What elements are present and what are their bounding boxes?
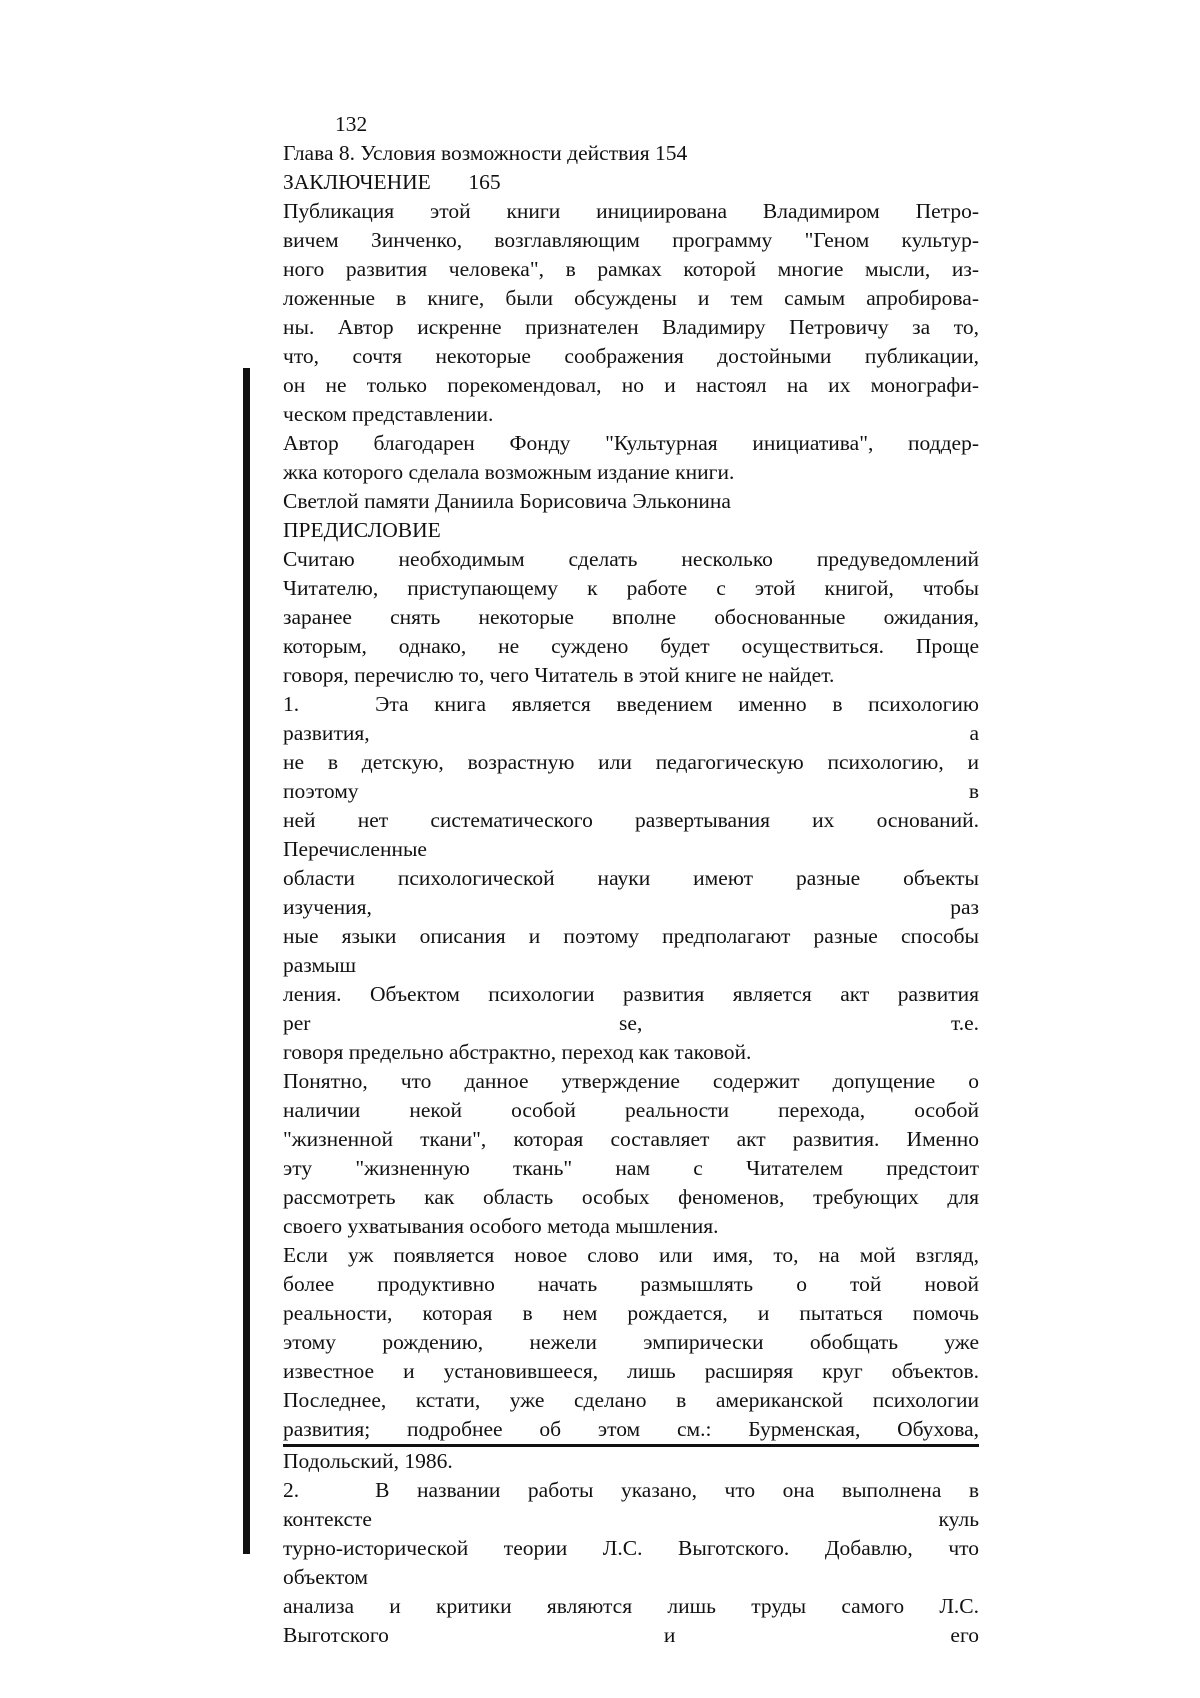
item1-word: т.е. xyxy=(951,1011,979,1035)
reality-line: рассмотреть как область особых феноменов, требующих для xyxy=(283,1183,979,1212)
item1-line: ней нет систематического развертывания их оснований. xyxy=(283,806,979,835)
item1-number: 1. xyxy=(283,692,299,716)
reality-line: эту "жизненную ткань" нам с Читателем предстоит xyxy=(283,1154,979,1183)
page-text xyxy=(283,110,979,1650)
item1-word: se, xyxy=(619,1011,642,1035)
item2-line: турно-исторической теории Л.С. Выготского. Добавлю, что xyxy=(283,1534,979,1563)
newword-line: более продуктивно начать размышлять о той новой xyxy=(283,1270,979,1299)
item1-word: развития, xyxy=(283,721,370,745)
newword-line: известное и установившееся, лишь расширяя круг объектов. xyxy=(283,1357,979,1386)
newword-line: Если уж появляется новое слово или имя, то, на мой взгляд, xyxy=(283,1241,979,1270)
item1-word: раз xyxy=(950,895,979,919)
item1-line: области психологической науки имеют разные объекты xyxy=(283,864,979,893)
item2-line: анализа и критики являются лишь труды самого Л.С. xyxy=(283,1592,979,1621)
intro-line: заранее снять некоторые вполне обоснованные ожидания, xyxy=(283,603,979,632)
fund-line: Автор благодарен Фонду "Культурная инициатива", поддер- xyxy=(283,429,979,458)
ack-line: Публикация этой книги инициирована Владимиром Петро- xyxy=(283,197,979,226)
item1-word: поэтому xyxy=(283,779,359,803)
item1-word: в xyxy=(969,779,979,803)
reality-line: Понятно, что данное утверждение содержит допущение о xyxy=(283,1067,979,1096)
item2-word: куль xyxy=(939,1507,979,1531)
ack-line: вичем Зинченко, возглавляющим программу "Геном культур- xyxy=(283,226,979,255)
newword-line: этому рождению, нежели эмпирически обобщать уже xyxy=(283,1328,979,1357)
item1-line: размыш xyxy=(283,951,979,980)
item1-line: ления. Объектом психологии развития является акт развития xyxy=(283,980,979,1009)
item2-line xyxy=(283,1621,979,1650)
item1-first-text: Эта книга является введением именно в психологию xyxy=(375,692,979,716)
item1-line xyxy=(283,719,979,748)
ack-line: ложенные в книге, были обсуждены и тем самым апробирова- xyxy=(283,284,979,313)
newword-last-line: Подольский, 1986. xyxy=(283,1447,979,1476)
ack-last-line: ческом представлении. xyxy=(283,400,979,429)
item1-line: не в детскую, возрастную или педагогическую психологию, и xyxy=(283,748,979,777)
item2-first-text: В названии работы указано, что она выполнена в xyxy=(375,1478,979,1502)
reality-line: "жизненной ткани", которая составляет акт развития. Именно xyxy=(283,1125,979,1154)
item1-line: ные языки описания и поэтому предполагают разные способы xyxy=(283,922,979,951)
document-page xyxy=(0,0,1200,1698)
item1-line xyxy=(283,777,979,806)
item1-word: а xyxy=(969,721,979,745)
item2-line xyxy=(283,1505,979,1534)
ack-line: что, сочтя некоторые соображения достойными публикации, xyxy=(283,342,979,371)
item2-word: контексте xyxy=(283,1507,372,1531)
ack-line: он не только порекомендовал, но и настоял на их монографи- xyxy=(283,371,979,400)
item2-word: Выготского xyxy=(283,1623,389,1647)
intro-line: которым, однако, не суждено будет осуществиться. Проще xyxy=(283,632,979,661)
fund-last-line: жка которого сделала возможным издание книги. xyxy=(283,458,979,487)
ack-line: ного развития человека", в рамках которой многие мысли, из- xyxy=(283,255,979,284)
toc-page-number: 132 xyxy=(283,110,979,139)
preface-title: ПРЕДИСЛОВИЕ xyxy=(283,516,979,545)
item1-word: изучения, xyxy=(283,895,372,919)
margin-bar xyxy=(243,368,250,1554)
toc-chapter-8: Глава 8. Условия возможности действия 154 xyxy=(283,139,979,168)
ack-line: ны. Автор искренне признателен Владимиру Петровичу за то, xyxy=(283,313,979,342)
dedication: Светлой памяти Даниила Борисовича Эльконина xyxy=(283,487,979,516)
item1-line: говоря предельно абстрактно, переход как таковой. xyxy=(283,1038,979,1067)
item1-line xyxy=(283,1009,979,1038)
item2-number: 2. xyxy=(283,1478,299,1502)
intro-last-line: говоря, перечислю то, чего Читатель в этой книге не найдет. xyxy=(283,661,979,690)
item2-word: и xyxy=(664,1623,676,1647)
newword-line: Последнее, кстати, уже сделано в американской психологии xyxy=(283,1386,979,1415)
item1-line: Перечисленные xyxy=(283,835,979,864)
reality-last-line: своего ухватывания особого метода мышления. xyxy=(283,1212,979,1241)
item2-line: объектом xyxy=(283,1563,979,1592)
intro-line: Считаю необходимым сделать несколько предуведомлений xyxy=(283,545,979,574)
intro-line: Читателю, приступающему к работе с этой книгой, чтобы xyxy=(283,574,979,603)
toc-conclusion: ЗАКЛЮЧЕНИЕ 165 xyxy=(283,168,979,197)
newword-underlined-line: развития; подробнее об этом см.: Бурменская, Обухова, xyxy=(283,1415,979,1447)
item1-word: per xyxy=(283,1011,310,1035)
newword-line: реальности, которая в нем рождается, и пытаться помочь xyxy=(283,1299,979,1328)
item2-first-line xyxy=(283,1476,979,1505)
item1-line xyxy=(283,893,979,922)
reality-line: наличии некой особой реальности перехода, особой xyxy=(283,1096,979,1125)
item2-word: его xyxy=(950,1623,979,1647)
item1-first-line xyxy=(283,690,979,719)
